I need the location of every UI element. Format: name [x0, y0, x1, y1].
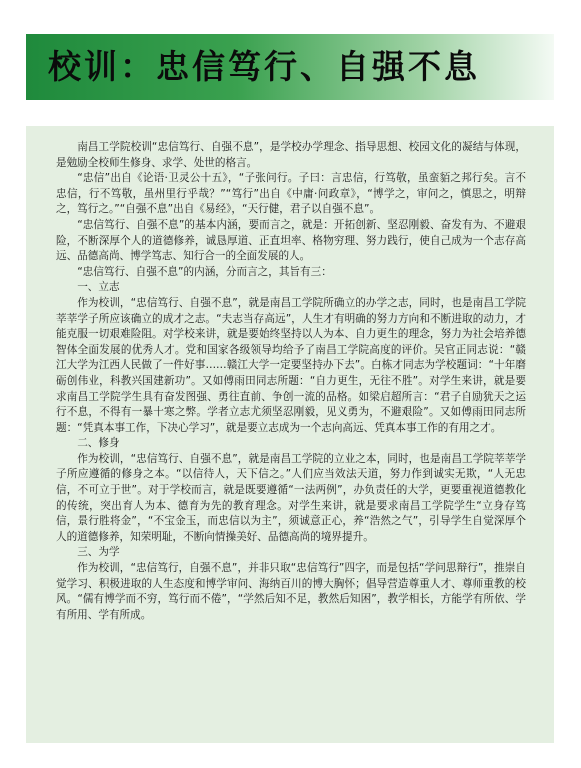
meaning-paragraph: “忠信笃行、自强不息”的基本内涵，要而言之，就是：开拓创新、坚忍刚毅、奋发有为、不避艰险，不断深厚个人的道德修养，诚恳厚道、正直坦率、格物穷理、努力践行，使自己成为一个志存高远、品德高尚、博学笃志、知行合一的全面发展的人。 — [56, 218, 526, 263]
section-heading-self-cultivation: 二、修身 — [77, 437, 120, 450]
origin-paragraph: “忠信”出自《论语·卫灵公十五》，“子张问行。子曰：言忠信，行笃敬，虽蛮貊之邦行矣。言不忠信，行不笃敬，虽州里行乎哉？”“笃行”出自《中庸·问政章》，“博学之，审问之，慎思之，明辩之，笃行之。”“自强不息”出自《易经》，“天行健，君子以自强不息”。 — [56, 172, 526, 216]
ambition-paragraph: 作为校训，“忠信笃行、自强不息”，就是南昌工学院所确立的办学之志，同时，也是南昌工学院莘莘学子所应该确立的成才之志。“夫志当存高远”，人生才有明确的努力方向和不断进取的动力，才能克服一切艰难险阻。对学校来讲，就是要始终坚持以人为本、自力更生的理念，努力为社会培养德智体全面发展的优秀人才。党和国家各级领导均给予了南昌工学院高度的评价。吴官正同志说：“赣江大学为江西人民做了一件好事……赣江大学一定要坚持办下去”。白栋才同志为学校题词：“十年磨砺创伟业，科教兴国建新功”。又如傅雨田同志所题：“自力更生，无往不胜”。对学生来讲，就是要求南昌工学院学生具有奋发图强、勇往直前、争创一流的品格。如梁启超所言：“君子自励犹天之运行不息，不得有一暴十寒之弊。学者立志尤须坚忍刚毅，见义勇为，不避艰险”。又如傅雨田同志所题：“凭真本事工作，下决心学习”，就是要立志成为一个志向高远、凭真本事工作的有用之才。 — [56, 296, 526, 434]
section-heading-learning: 三、为学 — [77, 546, 120, 559]
page-title: 校训：忠信笃行、自强不息 — [48, 47, 480, 86]
learning-paragraph: 作为校训，“忠信笃行，自强不息”，并非只取“忠信笃行”四字，而是包括“学问思辩行”，推崇自觉学习、积极进取的人生态度和博学审问、海纳百川的博大胸怀；倡导营造尊重人才、尊师重教的校风。“儒有博学而不穷，笃行而不倦”，“学然后知不足，教然后知困”，教学相长，方能学有所依、学有所用、学有所成。 — [56, 562, 526, 621]
article-body — [56, 140, 526, 623]
aims-intro-paragraph: “忠信笃行、自强不息”的内涵，分而言之，其旨有三： — [77, 265, 332, 278]
intro-paragraph: 南昌工学院校训“忠信笃行、自强不息”，是学校办学理念、指导思想、校园文化的凝结与体现，是勉励全校师生修身、求学、处世的格言。 — [56, 141, 526, 169]
section-heading-ambition: 一、立志 — [77, 281, 120, 294]
self-cultivation-paragraph: 作为校训，“忠信笃行、自强不息”，就是南昌工学院的立业之本，同时，也是南昌工学院莘莘学子所应遵循的修身之本。“以信待人，天下信之。”人们应当效法天道，努力作到诚实无欺，“人无忠信，不可立于世”。对于学校而言，就是既要遵循“一法两例”，办负责任的大学，更要重视道德教化的传统，突出育人为本、德育为先的教育理念。对学生来讲，就是要求南昌工学院学生“立身存笃信，景行胜将金”，“不宝金玉，而忠信以为主”，须诚意正心，养“浩然之气”，引导学生自觉深厚个人的道德修养，知荣明耻，不断向情操美好、品德高尚的境界提升。 — [56, 452, 526, 543]
